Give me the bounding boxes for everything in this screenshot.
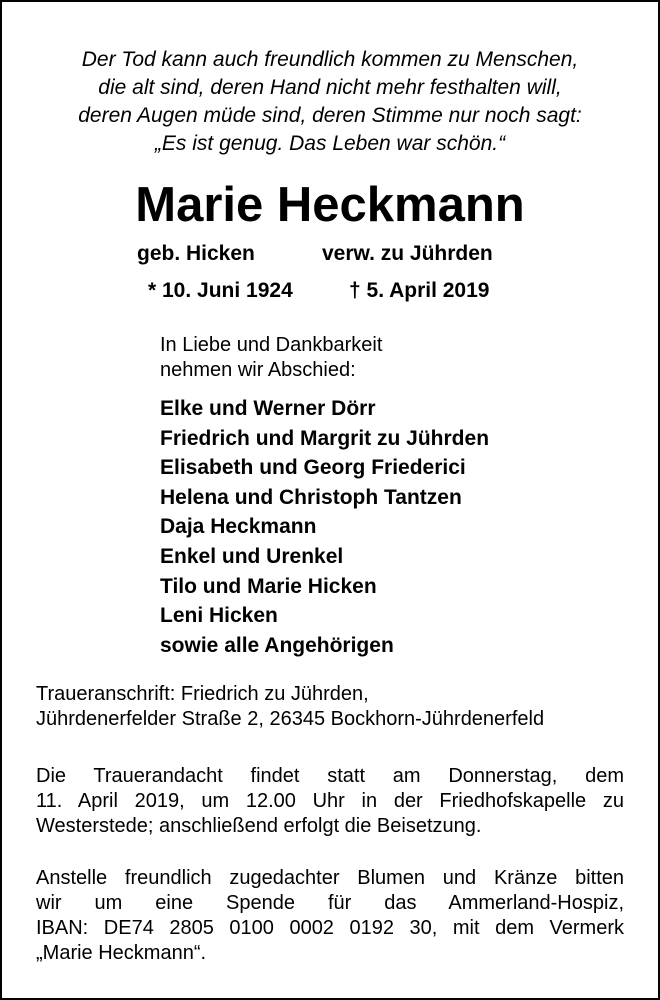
mourner-item: Leni Hicken <box>160 604 278 628</box>
mourner-item: Helena und Christoph Tantzen <box>160 485 462 509</box>
mourners-list <box>160 394 489 660</box>
widowed-name: verw. zu Jührden <box>322 242 493 265</box>
birth-date: * 10. Juni 1924 <box>148 279 293 302</box>
service-line: 11. April 2019, um 12.00 Uhr in der Friedhofskapelle zu <box>36 790 624 812</box>
mourning-address <box>36 682 624 732</box>
donation-request <box>36 866 624 966</box>
service-line: Die Trauerandacht findet statt am Donnerstag, dem <box>36 765 624 787</box>
donation-line: IBAN: DE74 2805 0100 0002 0192 30, mit dem Vermerk <box>36 917 624 939</box>
mourner-item: Enkel und Urenkel <box>160 544 344 568</box>
service-info <box>36 764 624 839</box>
mourner-item: Elke und Werner Dörr <box>160 397 376 420</box>
address-line: Traueranschrift: Friedrich zu Jührden, <box>36 683 369 705</box>
quote-line: die alt sind, deren Hand nicht mehr festhalten will, <box>98 76 562 99</box>
donation-line: wir um eine Spende für das Ammerland-Hospiz, <box>36 892 624 914</box>
death-date: † 5. April 2019 <box>349 279 490 302</box>
donation-line: Anstelle freundlich zugedachter Blumen und Kränze bitten <box>36 867 624 889</box>
quote-line: deren Augen müde sind, deren Stimme nur noch sagt: <box>78 104 582 127</box>
mourner-item: Elisabeth und Georg Friederici <box>160 456 466 480</box>
service-line: Westerstede; anschließend erfolgt die Beisetzung. <box>36 815 482 837</box>
mourner-item: Friedrich und Margrit zu Jührden <box>160 426 490 450</box>
donation-line: „Marie Heckmann“. <box>36 942 207 964</box>
poem-quote <box>0 46 660 158</box>
birth-name: geb. Hicken <box>137 242 255 265</box>
mourner-item: Daja Heckmann <box>160 515 317 539</box>
address-line: Jührdenerfelder Straße 2, 26345 Bockhorn-Jührdenerfeld <box>36 708 545 730</box>
quote-line: Der Tod kann auch freundlich kommen zu Menschen, <box>81 48 579 71</box>
quote-line: „Es ist genug. Das Leben war schön.“ <box>154 132 506 155</box>
mourner-item: Tilo und Marie Hicken <box>160 574 377 598</box>
farewell-intro <box>160 333 382 383</box>
intro-line: nehmen wir Abschied: <box>160 359 356 381</box>
deceased-name: Marie Heckmann <box>135 178 525 232</box>
mourner-item: sowie alle Angehörigen <box>160 633 394 657</box>
intro-line: In Liebe und Dankbarkeit <box>160 334 383 356</box>
